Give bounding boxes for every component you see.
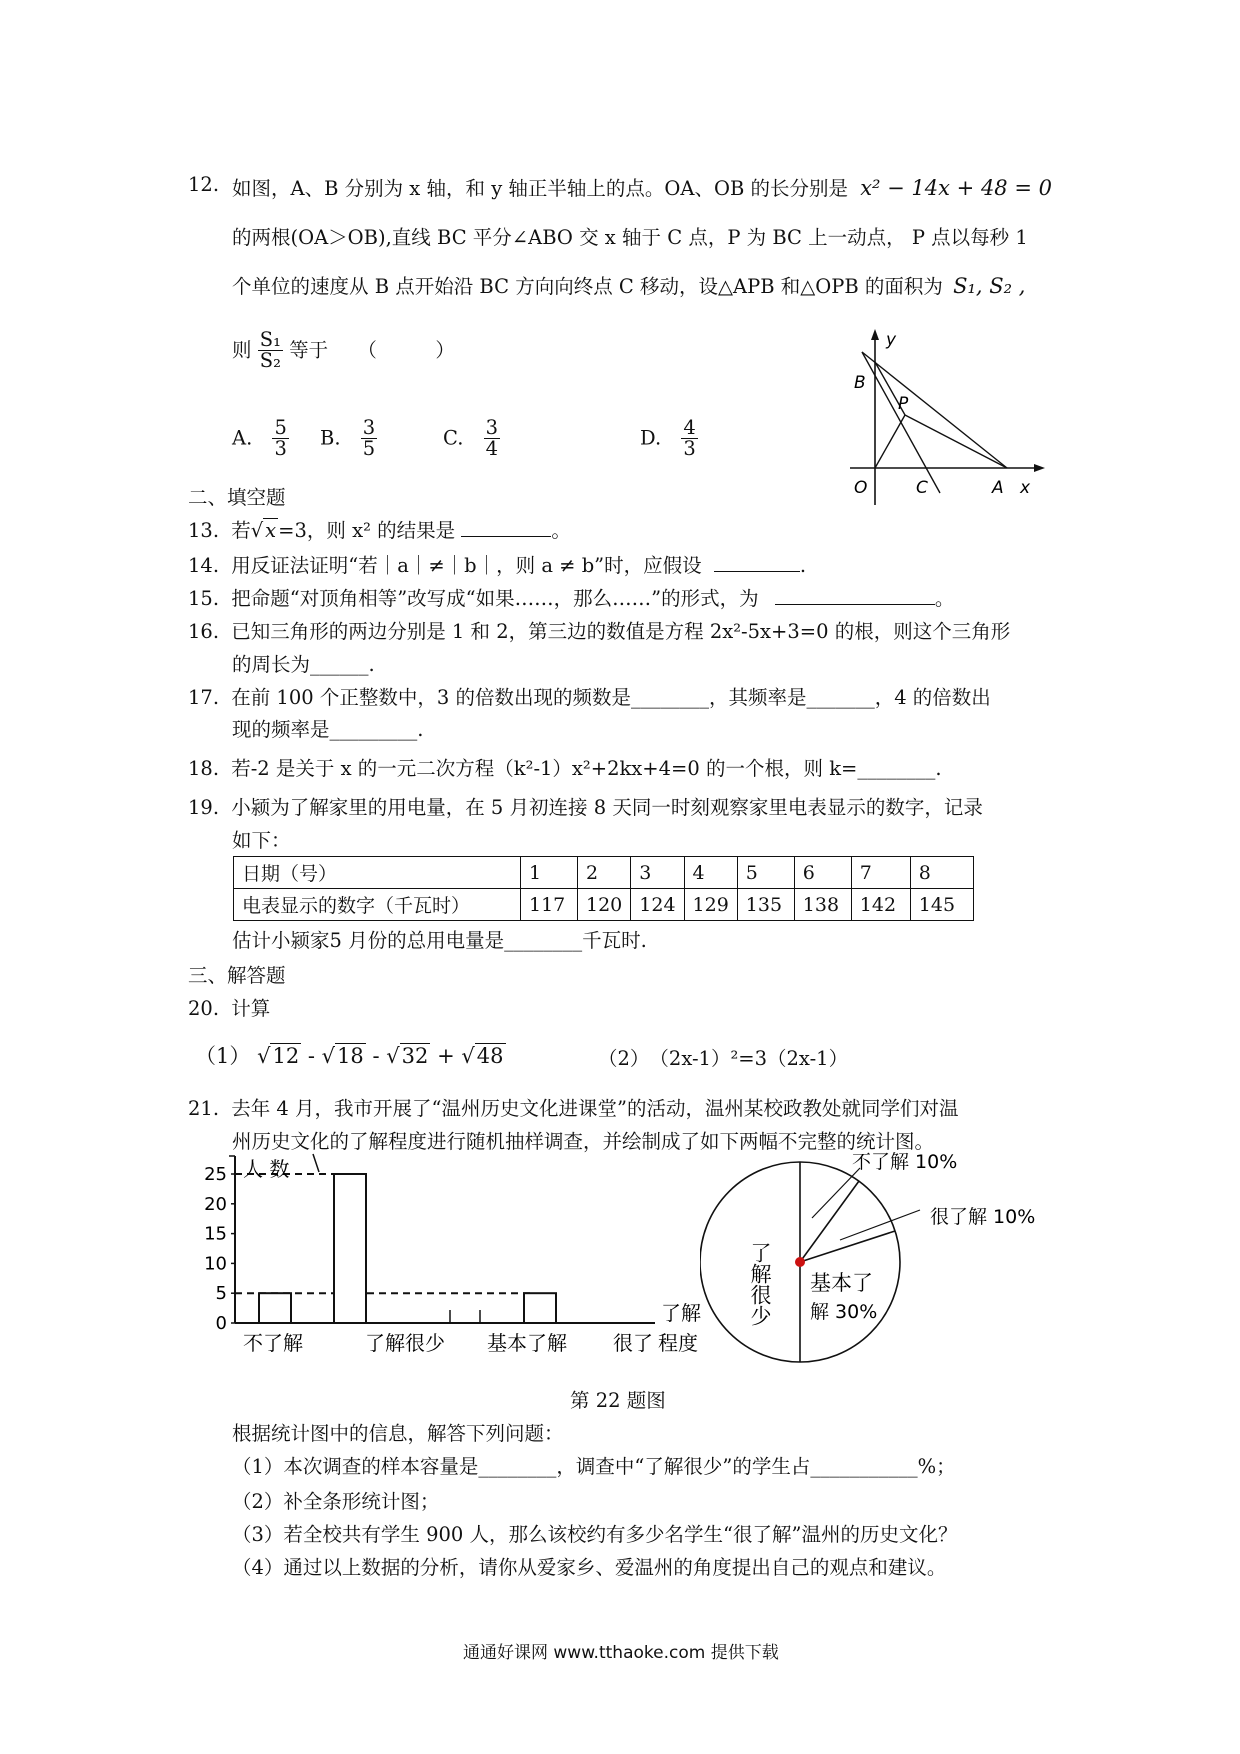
y-tick-label: 15 bbox=[204, 1223, 227, 1245]
y-axis-slash bbox=[313, 1154, 319, 1172]
x-axis-arrow-icon bbox=[1034, 464, 1045, 472]
chart-x-label-bottom: 程度 bbox=[658, 1331, 698, 1355]
q19-text: 小颍为了解家里的用电量，在 5 月初连接 8 天同一时刻观察家里电表显示的数字，记录 bbox=[231, 796, 983, 819]
q17-number: 17. bbox=[188, 686, 220, 709]
q16-number: 16. bbox=[188, 620, 220, 643]
q12-number: 12. bbox=[188, 173, 220, 196]
option-label: C. bbox=[443, 426, 464, 450]
q14 bbox=[188, 550, 806, 578]
table-row bbox=[234, 857, 974, 889]
q15 bbox=[188, 583, 954, 611]
table-header-cell: 电表显示的数字（千瓦时） bbox=[234, 889, 521, 921]
q13-post: =3，则 x² 的结果是 bbox=[278, 519, 456, 542]
y-tick-label: 5 bbox=[215, 1283, 227, 1305]
q13-pre: 若 bbox=[231, 519, 251, 542]
pie-divider bbox=[800, 1231, 895, 1262]
table-cell: 5 bbox=[737, 857, 794, 889]
q12-s-vars: S₁, S₂ , bbox=[953, 274, 1026, 298]
y-tick-label: 25 bbox=[204, 1164, 227, 1185]
q12-ratio-num: S₁ bbox=[259, 328, 281, 351]
q12-line3 bbox=[232, 271, 1025, 299]
table-cell: 1 bbox=[521, 857, 578, 889]
table-cell: 142 bbox=[851, 889, 910, 921]
q12-option-a bbox=[232, 418, 289, 460]
sqrt-icon: √32 bbox=[386, 1044, 429, 1068]
category-label: 不了解 bbox=[243, 1331, 303, 1355]
option-den: 3 bbox=[683, 437, 696, 461]
option-label: A. bbox=[232, 426, 253, 450]
section-3-heading: 三、解答题 bbox=[188, 964, 286, 987]
q19-data-table bbox=[233, 856, 974, 921]
option-den: 5 bbox=[362, 437, 376, 461]
q12-option-b bbox=[320, 418, 377, 460]
q20-number: 20. bbox=[188, 997, 220, 1020]
table-row bbox=[234, 889, 974, 921]
chart-y-label: 人 数 bbox=[243, 1157, 290, 1181]
q17-line1 bbox=[188, 682, 991, 710]
pie-label-jiben-bottom: 解 30% bbox=[810, 1301, 878, 1323]
operator: - bbox=[307, 1044, 315, 1068]
segment-po bbox=[875, 415, 905, 468]
q14-end: . bbox=[799, 554, 807, 577]
category-label: 基本了解 bbox=[487, 1331, 567, 1355]
table-header-cell: 日期（号） bbox=[234, 857, 521, 889]
table-cell: 8 bbox=[910, 857, 973, 889]
option-label: D. bbox=[640, 426, 662, 450]
bar bbox=[334, 1174, 366, 1323]
option-num: 3 bbox=[362, 416, 376, 439]
segment-pa bbox=[905, 415, 1007, 468]
q12-line1-text: 如图，A、B 分别为 x 轴，和 y 轴正半轴上的点。OA、OB 的长分别是 bbox=[232, 177, 849, 200]
q21-intro: 根据统计图中的信息，解答下列问题： bbox=[232, 1422, 564, 1445]
radicand: 48 bbox=[476, 1044, 504, 1068]
bar-chart bbox=[195, 1148, 715, 1368]
line-ab bbox=[862, 352, 1007, 468]
figure-caption: 第 22 题图 bbox=[570, 1389, 666, 1412]
radicand: 32 bbox=[401, 1044, 429, 1068]
y-tick-label: 20 bbox=[204, 1193, 227, 1215]
footer-text: 通通好课网 www.tthaoke.com 提供下载 bbox=[463, 1643, 779, 1663]
pie-label-liaojiehenshao: 了解很少 bbox=[748, 1242, 772, 1326]
q18-number: 18. bbox=[188, 757, 220, 780]
option-num: 3 bbox=[485, 416, 499, 439]
option-fraction bbox=[272, 418, 288, 460]
q12-line3-text: 个单位的速度从 B 点开始沿 BC 方向向终点 C 移动，设△APB 和△OPB 的面积为 bbox=[232, 275, 943, 298]
table-cell: 117 bbox=[521, 889, 578, 921]
option-fraction bbox=[681, 418, 697, 460]
q21-question-3: （3）若全校共有学生 900 人，那么该校约有多少名学生“很了解”温州的历史文化？ bbox=[232, 1523, 958, 1546]
q17-text: 在前 100 个正整数中，3 的倍数出现的频数是________，其频率是_______，4 的倍数出 bbox=[231, 686, 991, 709]
table-cell: 7 bbox=[851, 857, 910, 889]
y-tick-label: 10 bbox=[204, 1253, 227, 1275]
pie-chart bbox=[700, 1150, 1040, 1395]
q12-ratio-den: S₂ bbox=[259, 349, 281, 373]
q13-radicand: x bbox=[265, 519, 277, 542]
section-2-heading: 二、填空题 bbox=[188, 486, 286, 509]
table-cell: 129 bbox=[684, 889, 737, 921]
label-a: A bbox=[992, 478, 1004, 498]
operator: + bbox=[437, 1044, 455, 1068]
y-axis-arrow-icon bbox=[871, 329, 879, 340]
table-cell: 138 bbox=[794, 889, 851, 921]
q14-text: 用反证法证明“若｜a｜≠｜b｜，则 a ≠ b”时，应假设 bbox=[231, 554, 702, 577]
table-cell: 4 bbox=[684, 857, 737, 889]
radicand: 12 bbox=[272, 1044, 300, 1068]
category-label: 了解很少 bbox=[365, 1331, 445, 1355]
table-cell: 135 bbox=[737, 889, 794, 921]
label-x: x bbox=[1020, 478, 1031, 498]
label-o: O bbox=[854, 478, 868, 498]
option-label: B. bbox=[320, 426, 341, 450]
q20-text: 计算 bbox=[231, 997, 271, 1020]
sqrt-icon: √12 bbox=[257, 1044, 300, 1068]
q19-line1 bbox=[188, 792, 983, 820]
pie-divider bbox=[800, 1181, 859, 1262]
bar bbox=[524, 1293, 556, 1323]
q14-number: 14. bbox=[188, 554, 220, 577]
q17-line2: 现的频率是_________. bbox=[232, 718, 424, 741]
q16-text: 已知三角形的两边分别是 1 和 2，第三边的数值是方程 2x²-5x+3=0 的根，则这个三角形 bbox=[231, 620, 1011, 643]
q19-number: 19. bbox=[188, 796, 220, 819]
q20-part1-label: （1） bbox=[195, 1044, 251, 1068]
option-den: 4 bbox=[485, 437, 499, 461]
q12-option-d bbox=[640, 418, 698, 460]
table-cell: 3 bbox=[631, 857, 684, 889]
chart-x-label-top: 了解 bbox=[661, 1301, 701, 1325]
option-num: 4 bbox=[683, 416, 696, 439]
category-label: 很了 bbox=[613, 1331, 653, 1355]
q15-number: 15. bbox=[188, 587, 220, 610]
pie-label-henliaojie: 很了解 10% bbox=[930, 1206, 1036, 1228]
radicand: 18 bbox=[337, 1044, 364, 1068]
pie-label-jiben-top: 基本了 bbox=[810, 1271, 873, 1295]
q15-end: 。 bbox=[934, 587, 955, 610]
q13-number: 13. bbox=[188, 519, 220, 542]
leader-line bbox=[812, 1168, 860, 1218]
q13-blank bbox=[461, 517, 551, 538]
q12-ratio-line bbox=[232, 330, 455, 372]
q21-number: 21. bbox=[188, 1097, 220, 1120]
q12-option-c bbox=[443, 418, 500, 460]
q16-line1 bbox=[188, 616, 1010, 644]
table-cell: 120 bbox=[578, 889, 631, 921]
q21-question-4: （4）通过以上数据的分析，请你从爱家乡、爱温州的角度提出自己的观点和建议。 bbox=[232, 1556, 947, 1579]
bar bbox=[259, 1293, 291, 1323]
table-cell: 6 bbox=[794, 857, 851, 889]
q12-equation: x² − 14x + 48 = 0 bbox=[860, 176, 1052, 200]
q15-text: 把命题“对顶角相等”改写成“如果……，那么……”的形式，为 bbox=[231, 587, 759, 610]
sqrt-icon: √48 bbox=[461, 1044, 504, 1068]
table-cell: 124 bbox=[631, 889, 684, 921]
table-cell: 2 bbox=[578, 857, 631, 889]
option-fraction bbox=[484, 418, 500, 460]
q18 bbox=[188, 753, 942, 781]
q12-line1 bbox=[232, 173, 1052, 201]
label-p: P bbox=[898, 394, 909, 414]
label-b: B bbox=[854, 373, 866, 393]
q20-title bbox=[188, 993, 270, 1021]
q12-coordinate-figure bbox=[840, 325, 1060, 510]
pie-center-dot bbox=[795, 1257, 805, 1267]
q15-blank bbox=[775, 585, 935, 606]
label-c: C bbox=[916, 478, 928, 498]
option-num: 5 bbox=[274, 416, 287, 439]
q21-line2: 州历史文化的了解程度进行随机抽样调查，并绘制成了如下两幅不完整的统计图。 bbox=[232, 1130, 935, 1153]
q20-part2: （2） （2x-1）²=3（2x-1） bbox=[598, 1047, 849, 1070]
sqrt-icon: √18 bbox=[321, 1044, 364, 1068]
q12-ratio-fraction bbox=[258, 330, 283, 372]
q12-ratio-prefix: 则 bbox=[232, 338, 252, 362]
q16-line2: 的周长为______. bbox=[232, 653, 375, 676]
q19-question: 估计小颍家5 月份的总用电量是________千瓦时. bbox=[232, 929, 647, 952]
option-den: 3 bbox=[274, 437, 287, 461]
q18-text: 若-2 是关于 x 的一元二次方程（k²-1）x²+2kx+4=0 的一个根，则 k=________. bbox=[231, 757, 942, 780]
option-fraction bbox=[361, 418, 377, 460]
q13-end: 。 bbox=[551, 519, 571, 542]
q21-question-2: （2）补全条形统计图； bbox=[232, 1490, 440, 1513]
operator: - bbox=[372, 1044, 380, 1068]
q13 bbox=[188, 515, 571, 543]
q21-line1 bbox=[188, 1093, 958, 1121]
q12-line2: 的两根(OA＞OB),直线 BC 平分∠ABO 交 x 轴于 C 点，P 为 BC 上一动点， P 点以每秒 1 bbox=[232, 226, 1028, 249]
label-y: y bbox=[886, 330, 897, 350]
q20-part1 bbox=[195, 1040, 506, 1070]
sqrt-icon: √ x bbox=[250, 519, 277, 542]
q12-ratio-suffix: 等于 （ ） bbox=[289, 338, 455, 362]
q19-line2: 如下： bbox=[232, 829, 291, 852]
q21-text: 去年 4 月，我市开展了“温州历史文化进课堂”的活动，温州某校政教处就同学们对温 bbox=[231, 1097, 959, 1120]
q21-question-1: （1）本次调查的样本容量是________，调查中“了解很少”的学生占___________%； bbox=[232, 1455, 956, 1478]
pie-label-buliaojie: 不了解 10% bbox=[852, 1151, 958, 1173]
y-tick-label: 0 bbox=[215, 1313, 227, 1334]
table-cell: 145 bbox=[910, 889, 973, 921]
q14-blank bbox=[714, 552, 800, 573]
